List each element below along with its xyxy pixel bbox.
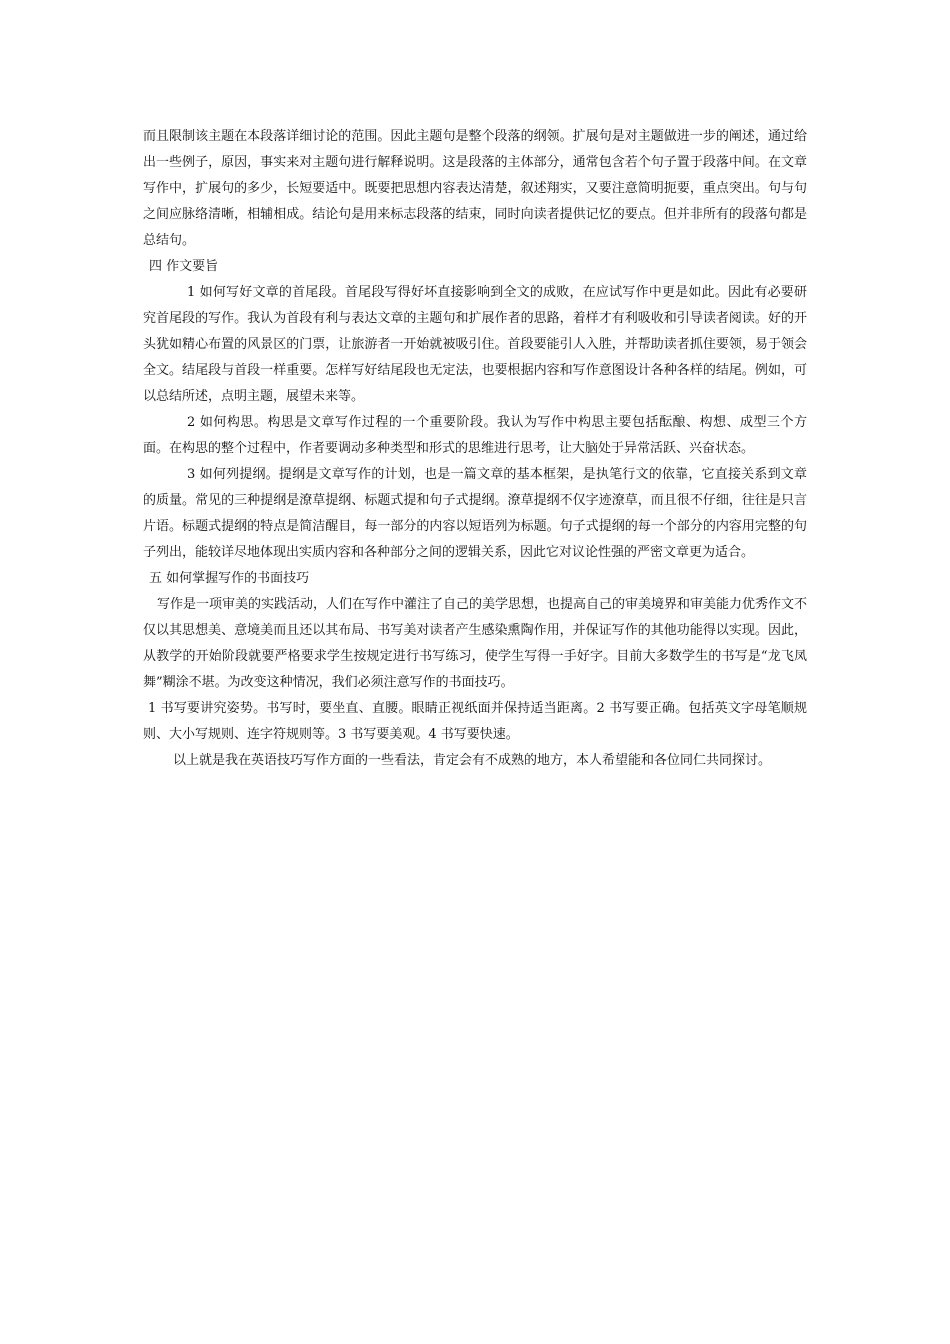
document-body <box>143 124 807 774</box>
paragraph-conclusion: 以上就是我在英语技巧写作方面的一些看法，肯定会有不成熟的地方，本人希望能和各位同仁共同探讨。 <box>173 753 772 768</box>
paragraph-first-last-sections: 1 如何写好文章的首尾段。首尾段写得好坏直接影响到全文的成败，在应试写作中更是如此。因此有必要研究首尾段的写作。我认为首段有利与表达文章的主题句和扩展作者的思路，着样才有利吸收和引导读者阅读。好的开头犹如精心布置的风景区的门票，让旅游者一开始就被吸引住。首段要能引人入胜，并帮助读者抓住要领，易于领会全文。结尾段与首段一样重要。怎样写好结尾段也无定法，也要根据内容和写作意图设计各种各样的结尾。例如，可以总结所述，点明主题，展望未来等。 <box>143 285 807 404</box>
section-heading-4: 四 作文要旨 <box>149 259 219 274</box>
paragraph-conception: 2 如何构思。构思是文章写作过程的一个重要阶段。我认为写作中构思主要包括酝酿、构想、成型三个方面。在构思的整个过程中，作者要调动多种类型和形式的思维进行思考，让大脑处于异常活跃、兴奋状态。 <box>143 415 807 456</box>
section-heading-5: 五 如何掌握写作的书面技巧 <box>149 571 310 586</box>
paragraph-handwriting-rules: 1 书写要讲究姿势。书写时，要坐直、直腰。眼睛正视纸面并保持适当距离。2 书写要正确。包括英文字母笔顺规则、大小写规则、连字符规则等。3 书写要美观。4 书写要快速。 <box>143 701 807 742</box>
paragraph-outline: 3 如何列提纲。提纲是文章写作的计划，也是一篇文章的基本框架，是执笔行文的依靠，它直接关系到文章的质量。常见的三种提纲是潦草提纲、标题式提和句子式提纲。潦草提纲不仅字迹潦草，而且很不仔细，往往是只言片语。标题式提纲的特点是简洁醒目，每一部分的内容以短语列为标题。句子式提纲的每一个部分的内容用完整的句子列出，能较详尽地体现出实质内容和各种部分之间的逻辑关系，因此它对议论性强的严密文章更为适合。 <box>143 467 807 560</box>
paragraph-topic-sentence-continuation: 而且限制该主题在本段落详细讨论的范围。因此主题句是整个段落的纲领。扩展句是对主题做进一步的阐述，通过给出一些例子，原因，事实来对主题句进行解释说明。这是段落的主体部分，通常包含若个句子置于段落中间。在文章写作中，扩展句的多少，长短要适中。既要把思想内容表达清楚，叙述翔实，又要注意简明扼要，重点突出。句与句之间应脉络清晰，相辅相成。结论句是用来标志段落的结束，同时向读者提供记忆的要点。但并非所有的段落句都是总结句。 <box>143 129 807 248</box>
paragraph-writing-aesthetics: 写作是一项审美的实践活动，人们在写作中灌注了自己的美学思想，也提高自己的审美境界和审美能力优秀作文不仅以其思想美、意境美而且还以其布局、书写美对读者产生感染熏陶作用，并保证写作的其他功能得以实现。因此，从教学的开始阶段就要严格要求学生按规定进行书写练习，使学生写得一手好字。目前大多数学生的书写是“龙飞凤舞”糊涂不堪。为改变这种情况，我们必须注意写作的书面技巧。 <box>143 597 808 690</box>
